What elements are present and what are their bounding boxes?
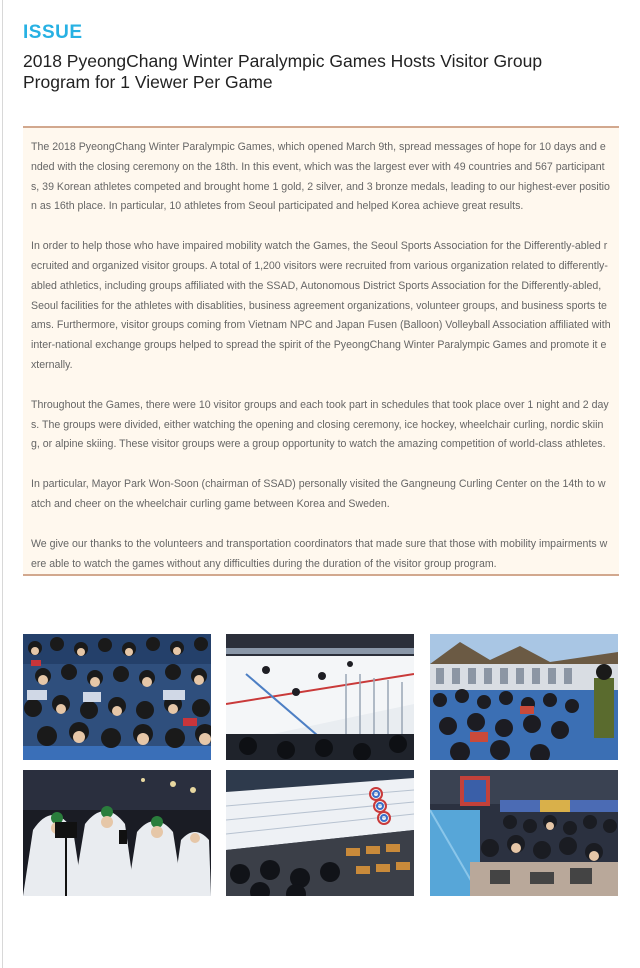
article-headline: 2018 PyeongChang Winter Paralympic Games Hosts Visitor Group Program for 1 Viewer Per Game: [23, 51, 543, 92]
photo-arena-audience: [430, 770, 618, 896]
photo-outdoor-stadium-stands: [430, 634, 618, 760]
article-paragraph: In particular, Mayor Park Won-Soon (chairman of SSAD) personally visited the Gangneung Curling Center on the 14th to watch and cheer on the wheelchair curling game between Korea and Sweden.: [31, 478, 606, 510]
article-paragraph: The 2018 PyeongChang Winter Paralympic Games, which opened March 9th, spread messages of hope for 10 days and ended with the closing ceremony on the 18th. In this event, which was the largest ever with 49 countries and 567 participants, 39 Korean athletes competed and brought home 1 gold, 2 silver, and 3 bronze medals, leading to our highest-ever position as 16th place. In particular, 10 athletes from Seoul participated and helped Korea achieve great results.: [31, 141, 610, 213]
photo-spectator-crowd: [23, 634, 211, 760]
page-left-rule: [2, 0, 3, 968]
photo-curling-sheets: [226, 770, 414, 896]
photo-ice-hockey-rink: [226, 634, 414, 760]
article-paragraph: We give our thanks to the volunteers and transportation coordinators that made sure that those with mobility impairments were able to watch the games without any difficulties during the duration of the visitor group program.: [31, 537, 608, 570]
article-paragraph: In order to help those who have impaired mobility watch the Games, the Seoul Sports Association for the Differently-abled recruited and organized visitor groups. A total of 1,200 visitors were recruited from various organization related to differently-abled athletics, including groups affiliated with the SSAD, Autonomous District Sports Association for the Differently-abled, Seoul facilities for the athletes with disablities, business agreement organizations, volunteer groups, and business sports teams. Furthermore, visitor groups coming from Vietnam NPC and Japan Fusen (Balloon) Volleyball Association affiliated with inter-national exchange groups helped to spread the spirit of the PyeongChang Winter Paralympic Games and promote it externally.: [31, 240, 611, 371]
article-paragraph: Throughout the Games, there were 10 visitor groups and each took part in schedules that took place over 1 night and 2 days. The groups were divided, either watching the opening and closing ceremony, ice hockey, wheelchair curling, nordic skiing, or alpine skiing. These visitor groups were a group opportunity to watch the amazing competition of world-class athletes.: [31, 398, 609, 451]
section-tag: ISSUE: [23, 22, 83, 43]
article-body: [23, 126, 619, 576]
photo-group-in-ponchos: [23, 770, 211, 896]
